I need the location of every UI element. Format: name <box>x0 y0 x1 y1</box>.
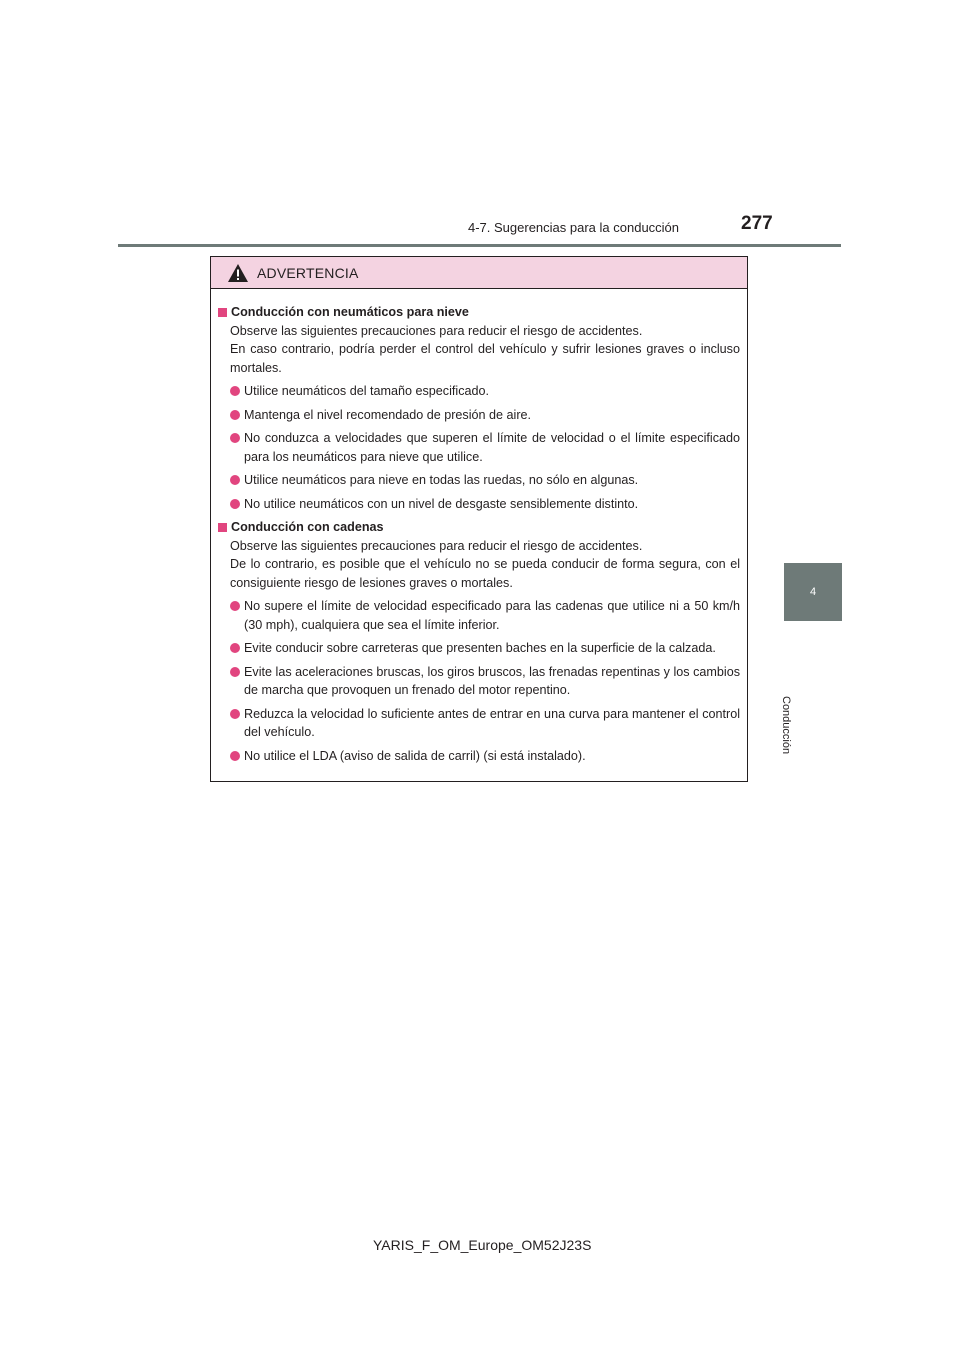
section-heading <box>218 518 740 537</box>
bullet-item <box>230 406 740 425</box>
pink-dot-icon <box>230 410 240 420</box>
header-rule <box>118 244 841 247</box>
chapter-tab-number: 4 <box>809 586 817 598</box>
bullet-text: Evite conducir sobre carreteras que presenten baches en la superficie de la calzada. <box>244 641 716 655</box>
chapter-side-label-text: Conducción <box>780 696 792 755</box>
pink-square-icon <box>218 523 227 532</box>
pink-dot-icon <box>230 499 240 509</box>
pink-dot-icon <box>230 709 240 719</box>
footer-document-code: YARIS_F_OM_Europe_OM52J23S <box>373 1237 592 1253</box>
warning-header <box>211 257 747 289</box>
bullet-text: Evite las aceleraciones bruscas, los giros bruscos, las frenadas repentinas y los cambios de marcha que provoquen un frenado del motor repentino. <box>244 664 740 697</box>
bullet-item <box>230 495 740 514</box>
section-heading-text: Conducción con neumáticos para nieve <box>231 305 469 319</box>
chapter-tab <box>784 563 842 621</box>
pink-dot-icon <box>230 475 240 485</box>
page-number: 277 <box>741 213 773 234</box>
bullet-text: No supere el límite de velocidad especificado para las cadenas que utilice ni a 50 km/h (30 mph), cualquiera que sea el límite inferior. <box>244 599 740 632</box>
bullet-text: Reduzca la velocidad lo suficiente antes de entrar en una curva para mantener el control del vehículo. <box>244 706 740 739</box>
pink-dot-icon <box>230 386 240 396</box>
bullet-text: Utilice neumáticos del tamaño especificado. <box>244 384 490 398</box>
bullet-item <box>230 429 740 466</box>
warning-title: ADVERTENCIA <box>257 264 359 281</box>
pink-dot-icon <box>230 643 240 653</box>
section-intro <box>230 537 740 593</box>
pink-dot-icon <box>230 433 240 443</box>
bullet-text: Utilice neumáticos para nieve en todas las ruedas, no sólo en algunas. <box>244 473 639 487</box>
bullet-item <box>230 663 740 700</box>
pink-dot-icon <box>230 667 240 677</box>
section-heading-text: Conducción con cadenas <box>231 520 384 534</box>
bullet-item <box>230 382 740 401</box>
bullet-text: No conduzca a velocidades que superen el límite de velocidad o el límite especificado para los neumáticos para nieve que utilice. <box>244 431 740 464</box>
warning-body <box>211 289 747 765</box>
bullet-text: No utilice el LDA (aviso de salida de carril) (si está instalado). <box>244 748 586 763</box>
bullet-item <box>230 639 740 658</box>
header-section-title: 4-7. Sugerencias para la conducción <box>468 220 680 235</box>
chapter-side-label <box>780 640 814 760</box>
bullet-item <box>230 471 740 490</box>
bullet-item <box>230 597 740 634</box>
bullet-text: Mantenga el nivel recomendado de presión de aire. <box>244 407 532 422</box>
intro-line: Observe las siguientes precauciones para reducir el riesgo de accidentes. <box>230 323 643 338</box>
warning-box <box>210 256 748 782</box>
intro-line: De lo contrario, es posible que el vehículo no se pueda conducir de forma segura, con el consiguiente riesgo de lesiones graves o mortales. <box>230 557 740 590</box>
bullet-text: No utilice neumáticos con un nivel de desgaste sensiblemente distinto. <box>244 496 639 511</box>
section-heading <box>218 303 740 322</box>
pink-square-icon <box>218 308 227 317</box>
warning-triangle-icon <box>227 263 249 283</box>
pink-dot-icon <box>230 751 240 761</box>
bullet-item <box>230 705 740 742</box>
intro-line: Observe las siguientes precauciones para reducir el riesgo de accidentes. <box>230 538 643 553</box>
pink-dot-icon <box>230 601 240 611</box>
bullet-item <box>230 747 740 766</box>
intro-line: En caso contrario, podría perder el control del vehículo y sufrir lesiones graves o incluso mortales. <box>230 342 740 375</box>
section-intro <box>230 322 740 378</box>
